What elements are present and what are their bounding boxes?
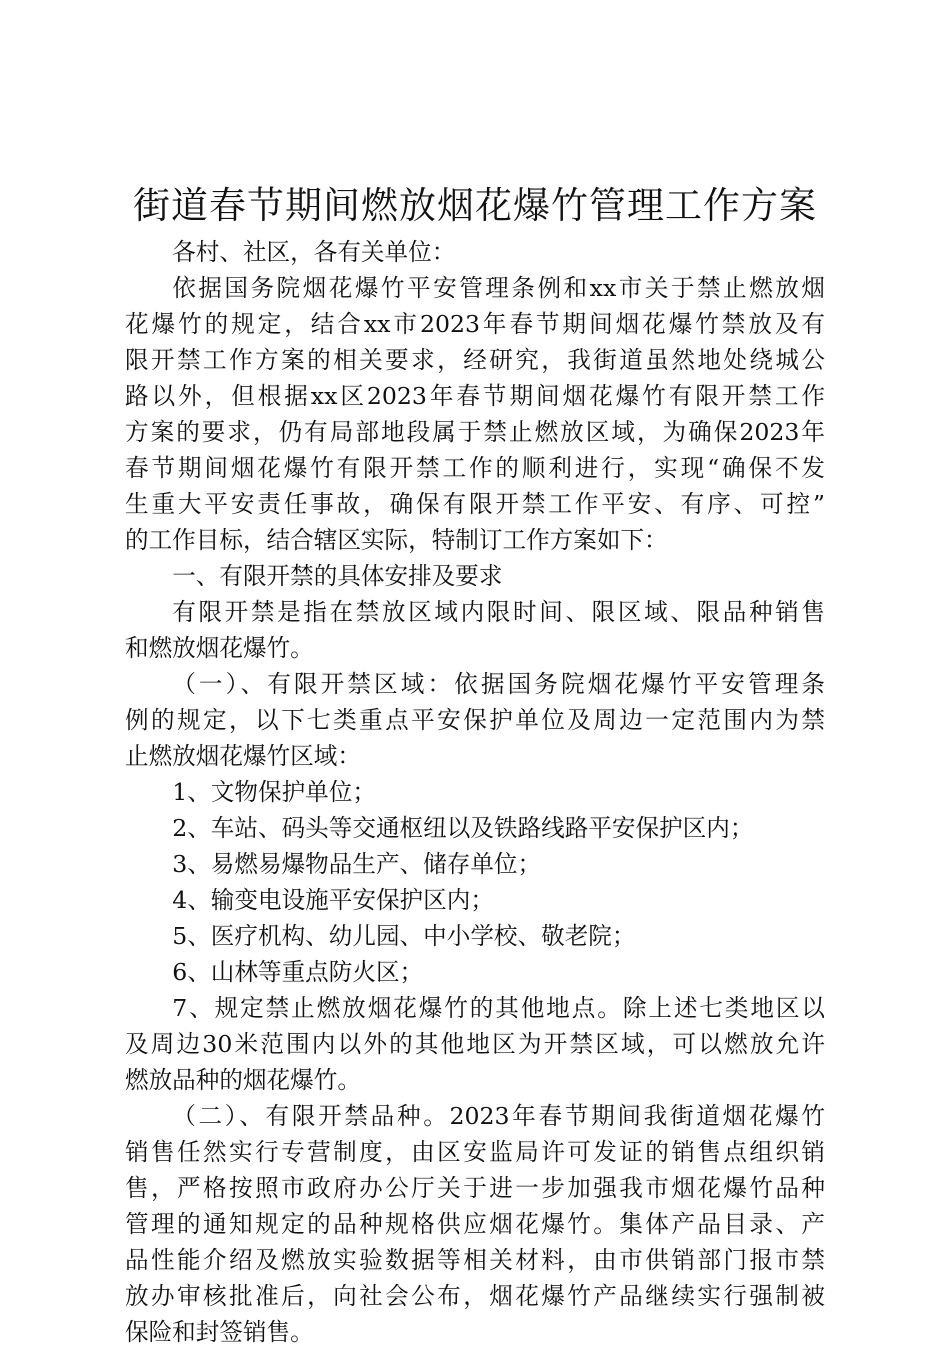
text-line: 依据国务院烟花爆竹平安管理条例和xx市关于禁止燃放烟: [172, 274, 825, 302]
salutation: 各村、社区，各有关单位：: [172, 238, 456, 266]
list-item: 6、山林等重点防火区；: [172, 958, 424, 986]
text-line: 生重大平安责任事故，确保有限开禁工作平安、有序、可控”: [125, 490, 825, 518]
list-item: 5、医疗机构、幼儿园、中小学校、敬老院；: [172, 922, 636, 950]
text-line: 放办审核批准后，向社会公布，烟花爆竹产品继续实行强制被: [125, 1282, 825, 1310]
subsection-1-paragraph: [125, 666, 825, 774]
text-line: 燃放品种的烟花爆竹。: [125, 1066, 361, 1094]
text-line: 有限开禁是指在禁放区域内限时间、限区域、限品种销售: [172, 598, 825, 626]
text-line: 方案的要求，仍有局部地段属于禁止燃放区域，为确保2023年: [125, 418, 825, 446]
text-line: 路以外，但根据xx区2023年春节期间烟花爆竹有限开禁工作: [125, 382, 825, 410]
text-line: 销售任然实行专营制度，由区安监局许可发证的销售点组织销: [125, 1138, 825, 1166]
text-line: （二）、有限开禁品种。2023年春节期间我街道烟花爆竹: [172, 1102, 825, 1130]
text-line: 7、规定禁止燃放烟花爆竹的其他地点。除上述七类地区以: [172, 994, 825, 1022]
text-line: 花爆竹的规定，结合xx市2023年春节期间烟花爆竹禁放及有: [125, 310, 825, 338]
intro-paragraph: [125, 270, 825, 558]
document-title: 街道春节期间燃放烟花爆竹管理工作方案: [133, 184, 817, 227]
definition-paragraph: [125, 594, 825, 666]
text-line: 和燃放烟花爆竹。: [125, 634, 314, 662]
list-item: 3、易燃易爆物品生产、储存单位；: [172, 850, 542, 878]
zone-list: [125, 774, 825, 990]
section-heading: 一、有限开禁的具体安排及要求: [172, 562, 503, 590]
text-line: 限开禁工作方案的相关要求，经研究，我街道虽然地处绕城公: [125, 346, 825, 374]
text-line: 保险和封签销售。: [125, 1318, 314, 1346]
list-item: 4、输变电设施平安保护区内；: [172, 886, 494, 914]
text-line: （一）、有限开禁区域：依据国务院烟花爆竹平安管理条: [172, 670, 825, 698]
text-line: 例的规定，以下七类重点平安保护单位及周边一定范围内为禁: [125, 706, 825, 734]
text-line: 止燃放烟花爆竹区域：: [125, 742, 361, 770]
document-body: [125, 234, 825, 1350]
text-line: 品性能介绍及燃放实验数据等相关材料，由市供销部门报市禁: [125, 1246, 825, 1274]
text-line: 春节期间烟花爆竹有限开禁工作的顺利进行，实现“确保不发: [125, 454, 825, 482]
subsection-2-paragraph: [125, 1098, 825, 1350]
list-item: 2、车站、码头等交通枢纽以及铁路线路平安保护区内；: [172, 814, 754, 842]
text-line: 的工作目标，结合辖区实际，特制订工作方案如下：: [125, 526, 668, 554]
list-item: 1、文物保护单位；: [172, 778, 376, 806]
text-line: 管理的通知规定的品种规格供应烟花爆竹。集体产品目录、产: [125, 1210, 825, 1238]
item-7-paragraph: [125, 990, 825, 1098]
text-line: 及周边30米范围内以外的其他地区为开禁区域，可以燃放允许: [125, 1030, 825, 1058]
text-line: 售，严格按照市政府办公厅关于进一步加强我市烟花爆竹品种: [125, 1174, 825, 1202]
